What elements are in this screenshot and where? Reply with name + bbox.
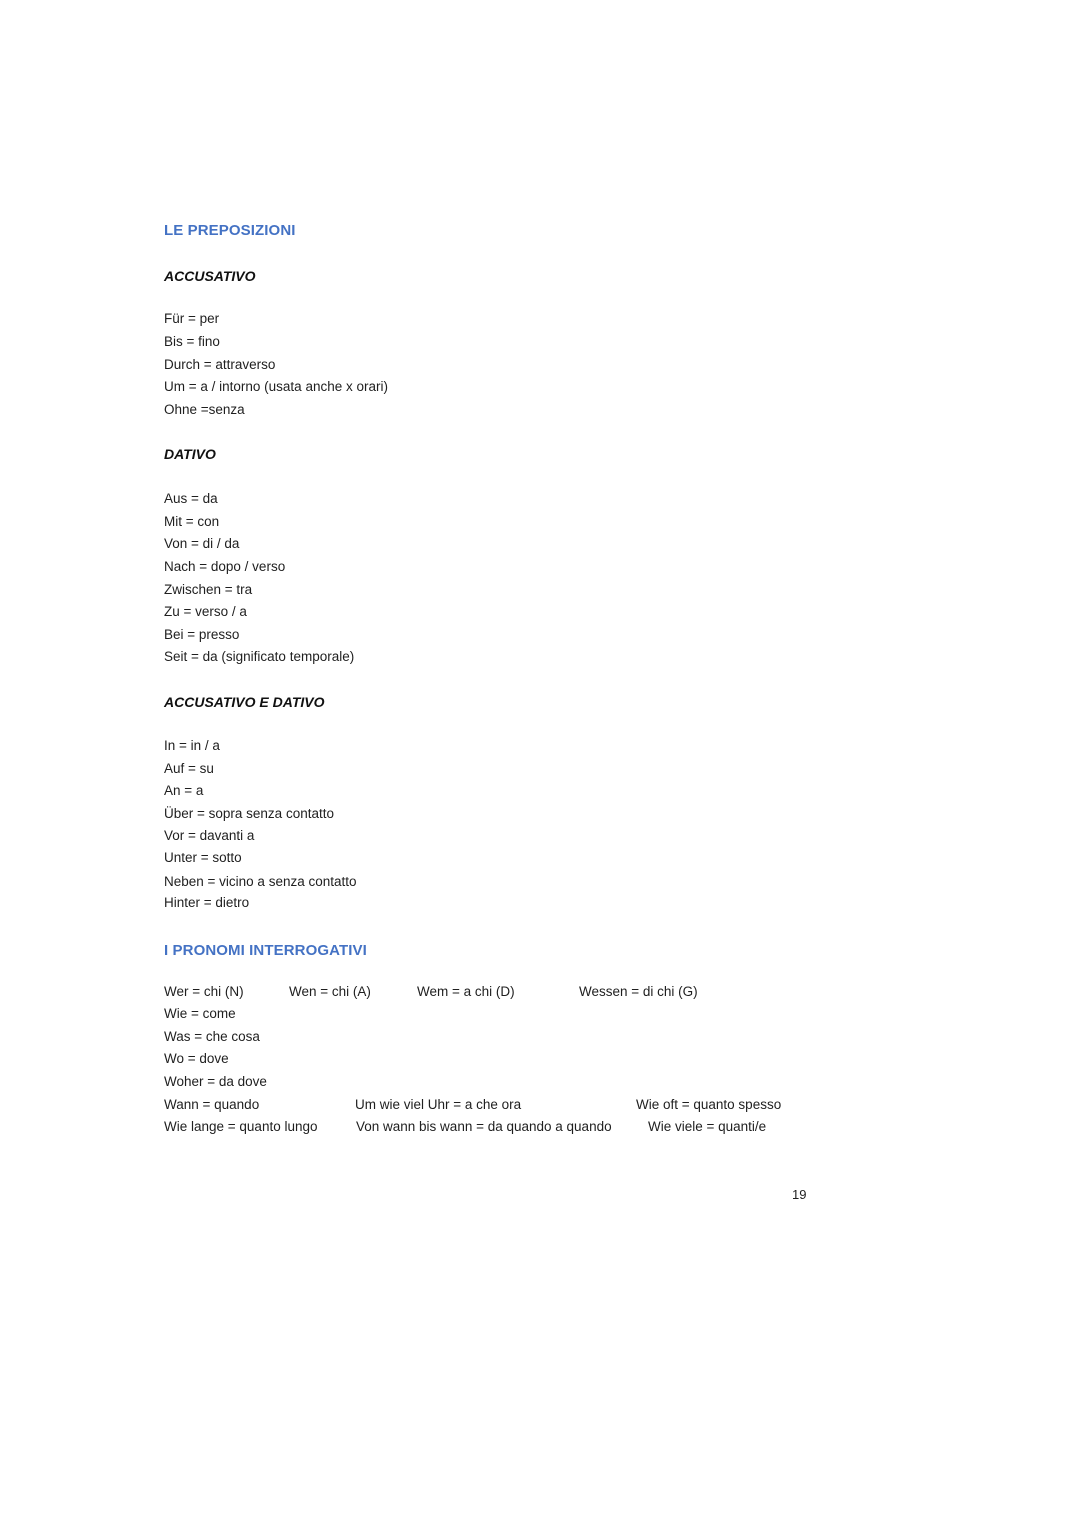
pronoun-item: Wie viele = quanti/e	[648, 1119, 767, 1134]
pronoun-item: Was = che cosa	[164, 1029, 260, 1044]
page-number: 19	[792, 1187, 807, 1202]
list-item: Zwischen = tra	[164, 582, 253, 597]
pronoun-item: Wie = come	[164, 1006, 236, 1021]
list-item: Auf = su	[164, 761, 214, 776]
list-item: Durch = attraverso	[164, 357, 276, 372]
pronoun-item: Wem = a chi (D)	[417, 984, 515, 999]
list-item: Seit = da (significato temporale)	[164, 649, 355, 664]
pronoun-item: Wann = quando	[164, 1097, 260, 1112]
list-item: Vor = davanti a	[164, 828, 255, 843]
pronoun-item: Wen = chi (A)	[289, 984, 371, 999]
list-item: Neben = vicino a senza contatto	[164, 874, 357, 889]
list-item: Bis = fino	[164, 334, 220, 349]
pronoun-item: Woher = da dove	[164, 1074, 267, 1089]
subsection-accusativo: ACCUSATIVO	[164, 268, 256, 284]
list-item: Von = di / da	[164, 536, 240, 551]
subsection-accusativo-dativo: ACCUSATIVO E DATIVO	[164, 694, 325, 710]
list-item: An = a	[164, 783, 204, 798]
pronoun-item: Wo = dove	[164, 1051, 229, 1066]
section-title-preposizioni: LE PREPOSIZIONI	[164, 222, 296, 239]
list-item: Bei = presso	[164, 627, 240, 642]
list-item: Unter = sotto	[164, 850, 242, 865]
pronoun-item: Von wann bis wann = da quando a quando	[356, 1119, 612, 1134]
section-title-pronomi: I PRONOMI INTERROGATIVI	[164, 942, 367, 959]
list-item: Zu = verso / a	[164, 604, 247, 619]
pronoun-item: Wie oft = quanto spesso	[636, 1097, 782, 1112]
list-item: In = in / a	[164, 738, 220, 753]
pronoun-item: Wer = chi (N)	[164, 984, 244, 999]
list-item: Mit = con	[164, 514, 220, 529]
list-item: Um = a / intorno (usata anche x orari)	[164, 379, 388, 394]
list-item: Für = per	[164, 311, 220, 326]
list-item: Ohne =senza	[164, 402, 245, 417]
pronoun-item: Wie lange = quanto lungo	[164, 1119, 318, 1134]
list-item: Nach = dopo / verso	[164, 559, 286, 574]
list-item: Über = sopra senza contatto	[164, 806, 334, 821]
list-item: Aus = da	[164, 491, 218, 506]
subsection-dativo: DATIVO	[164, 446, 216, 462]
list-item: Hinter = dietro	[164, 895, 250, 910]
pronoun-item: Um wie viel Uhr = a che ora	[355, 1097, 522, 1112]
pronoun-item: Wessen = di chi (G)	[579, 984, 698, 999]
